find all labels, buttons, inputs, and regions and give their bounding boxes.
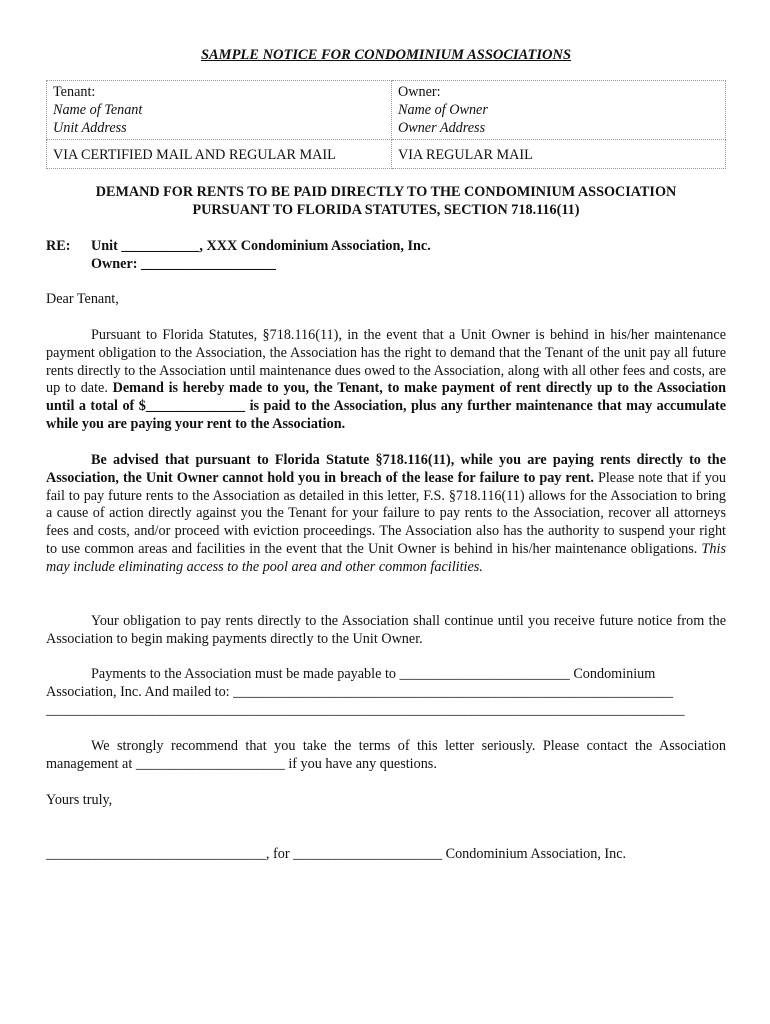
owner-delivery: VIA REGULAR MAIL bbox=[392, 140, 726, 169]
demand-heading-line1: DEMAND FOR RENTS TO BE PAID DIRECTLY TO THE CONDOMINIUM ASSOCIATION bbox=[95, 184, 677, 200]
salutation: Dear Tenant, bbox=[46, 291, 119, 307]
paragraph-4-line3: __________________________________________________________________________________________ bbox=[46, 702, 685, 718]
paragraph-2-italic: This may include eliminating access to the pool area and other common facilities. bbox=[46, 540, 726, 575]
paragraph-1-text: Pursuant to Florida Statutes, §718.116(11), in the event that a Unit Owner is behind in his/her maintenance payment obligation to the Association, the Association has the right to demand that the Tenant of the unit pay all future rents directly to the Association until maintenance dues owed to the Association, along with all other fees and costs, are up to date. bbox=[46, 327, 726, 397]
paragraph-3-text: Your obligation to pay rents directly to the Association shall continue until you receive future notice from the Association to begin making payments directly to the Unit Owner. bbox=[46, 613, 726, 647]
re-unit-line: Unit ___________, XXX Condominium Association, Inc. bbox=[91, 238, 431, 254]
paragraph-2-text: Please note that if you fail to pay future rents to the Association as detailed in this letter, F.S. §718.116(11) allows for the Association to bring a cause of action directly against you the Tenant for your failure to pay rents to the Association, recover all attorneys fees and costs, and/or proceed with eviction proceedings. The Association also has the authority to suspend your right to use common areas and facilities in the event that the Unit Owner is behind in his/her maintenance obligations. bbox=[46, 469, 726, 557]
paragraph-3 bbox=[46, 613, 726, 649]
paragraph-2-bold: Be advised that pursuant to Florida Statute §718.116(11), while you are paying rents directly to the Association, the Unit Owner cannot hold you in breach of the lease for failure to pay rent. bbox=[46, 452, 726, 486]
tenant-name: Name of Tenant bbox=[53, 102, 143, 118]
closing: Yours truly, bbox=[46, 792, 113, 808]
paragraph-1 bbox=[46, 327, 726, 434]
paragraph-4-line1: Payments to the Association must be made payable to ________________________ Condominium bbox=[91, 666, 656, 682]
owner-address: Owner Address bbox=[398, 120, 486, 136]
signature-line: _______________________________, for _____________________ Condominium Association, Inc. bbox=[46, 846, 627, 862]
paragraph-5-text: We strongly recommend that you take the terms of this letter seriously. Please contact the Association management at _____________________ if you have any questions. bbox=[46, 738, 726, 772]
paragraph-5 bbox=[46, 738, 726, 774]
owner-name: Name of Owner bbox=[398, 102, 488, 118]
paragraph-1-bold: Demand is hereby made to you, the Tenant, to make payment of rent directly up to the Association until a total of $______________ is paid to the Association, plus any further maintenance that may accumulate while you are paying your rent to the Association. bbox=[46, 380, 727, 432]
tenant-delivery: VIA CERTIFIED MAIL AND REGULAR MAIL bbox=[47, 140, 392, 169]
document-title: SAMPLE NOTICE FOR CONDOMINIUM ASSOCIATIONS bbox=[200, 47, 572, 63]
paragraph-4-line2: Association, Inc. And mailed to: ______________________________________________________________ bbox=[46, 684, 673, 700]
demand-heading-line2: PURSUANT TO FLORIDA STATUTES, SECTION 718.116(11) bbox=[192, 202, 580, 218]
tenant-address: Unit Address bbox=[53, 120, 127, 136]
demand-heading bbox=[46, 183, 726, 219]
re-owner-line: Owner: ___________________ bbox=[91, 256, 276, 272]
owner-label: Owner: bbox=[398, 84, 441, 100]
tenant-cell bbox=[47, 81, 392, 140]
re-label: RE: bbox=[46, 238, 71, 254]
paragraph-2 bbox=[46, 452, 726, 577]
parties-table bbox=[46, 80, 726, 169]
tenant-label: Tenant: bbox=[53, 84, 96, 100]
paragraph-4 bbox=[46, 666, 726, 722]
owner-cell bbox=[392, 81, 726, 140]
